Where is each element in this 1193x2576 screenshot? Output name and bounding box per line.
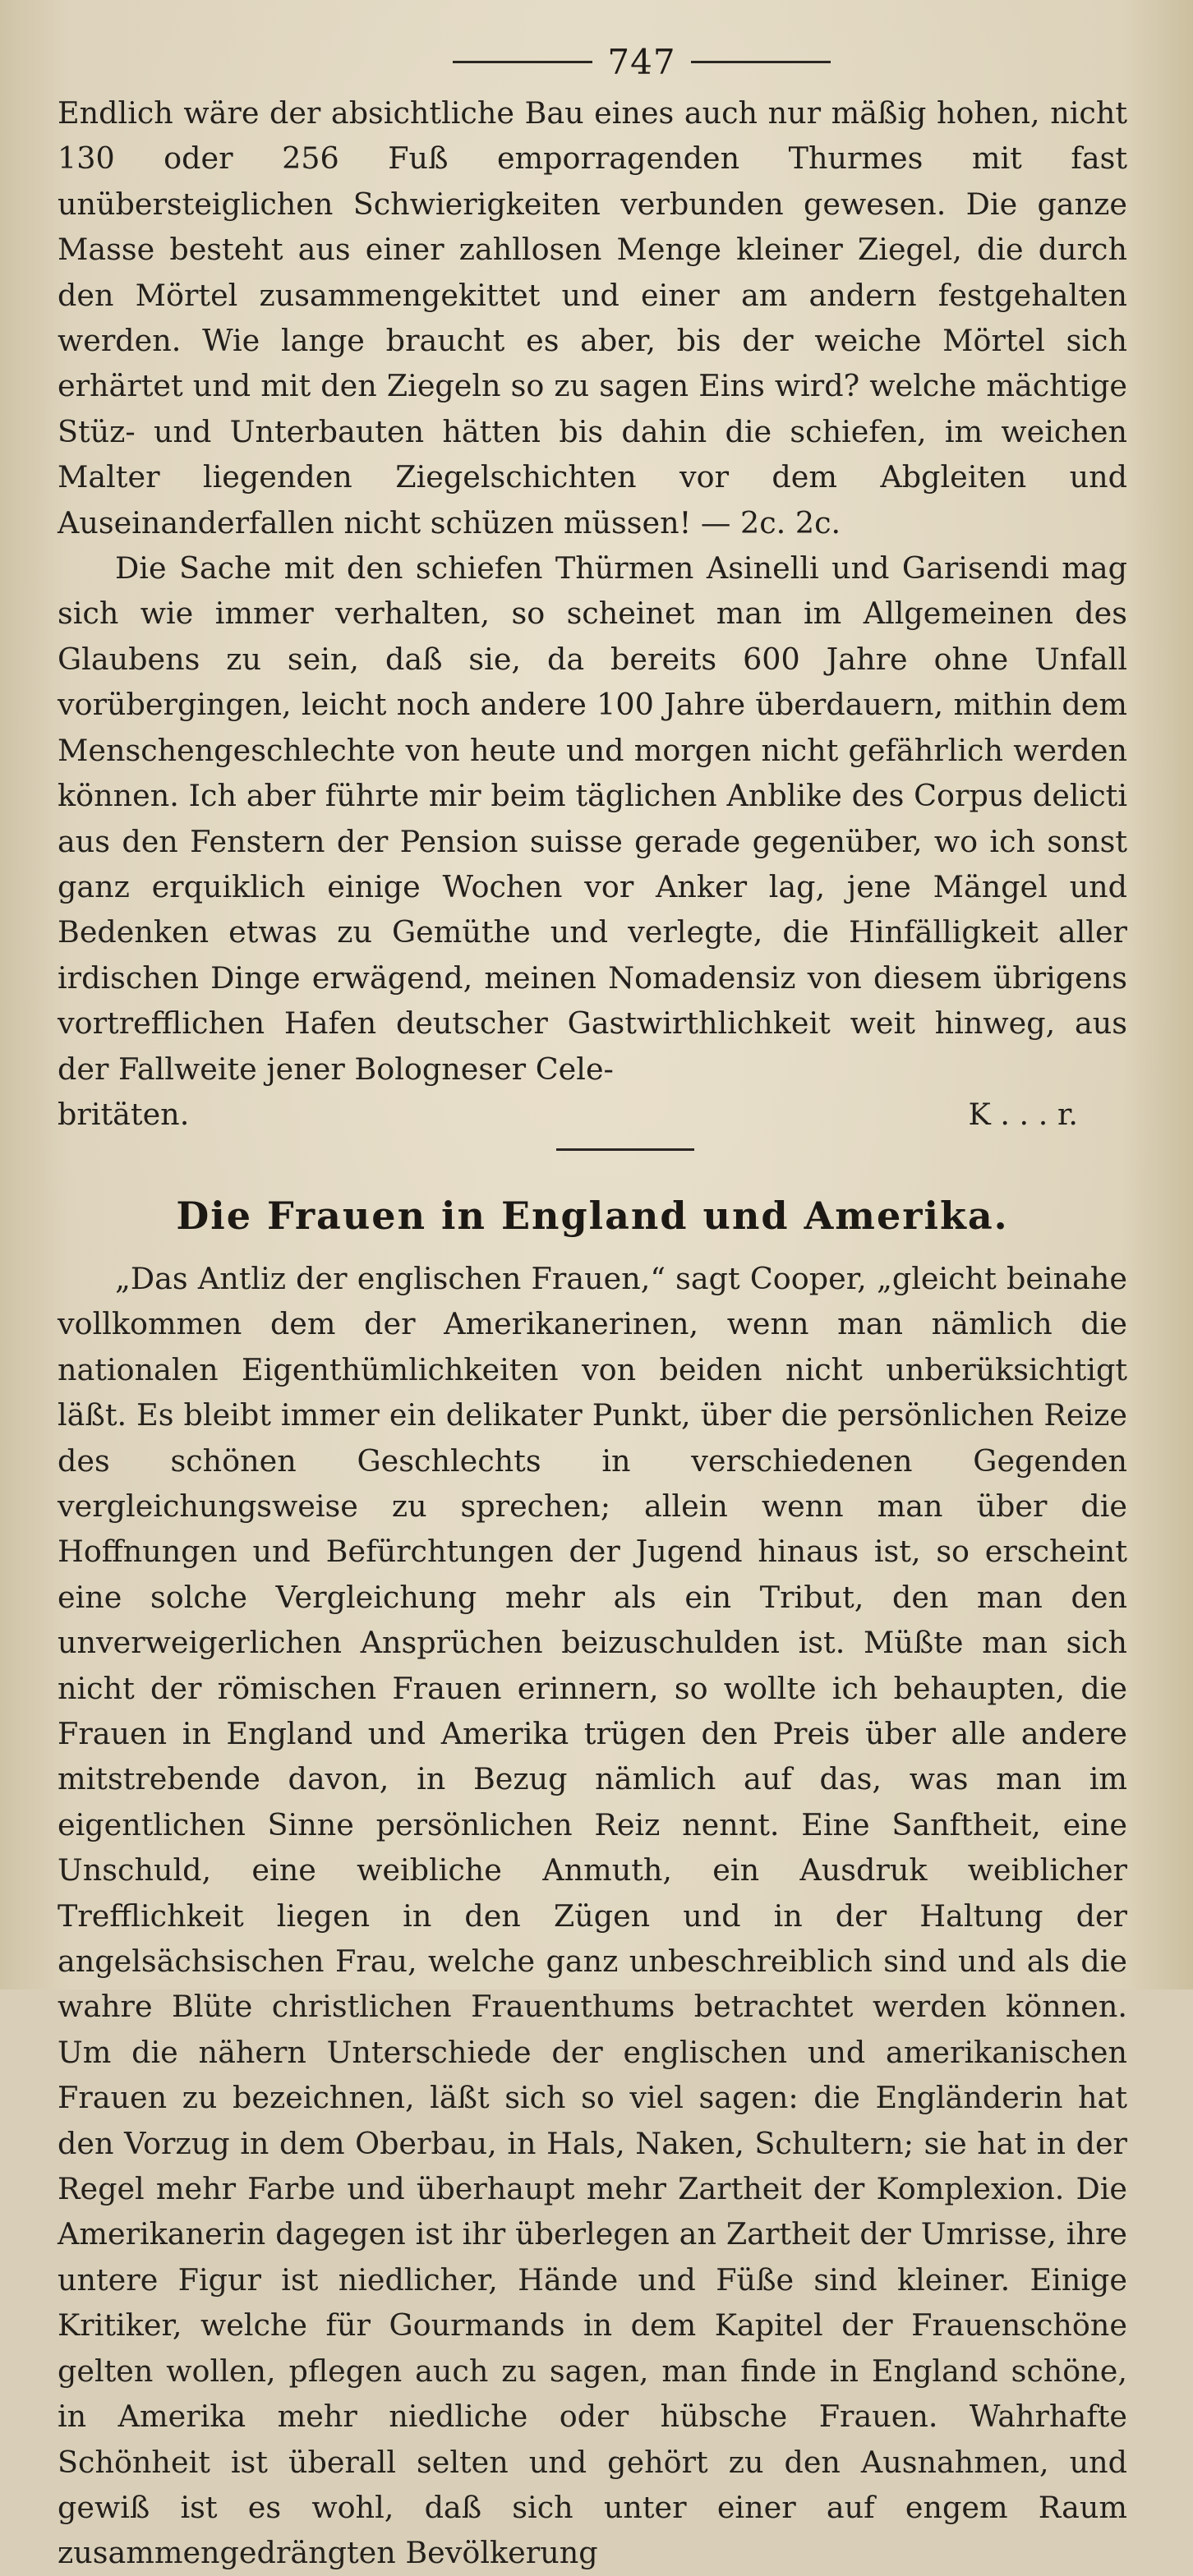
header-rule-left [453, 61, 592, 63]
article-continuation [58, 90, 1127, 1092]
paragraph: „Das Antliz der englischen Frauen,“ sagt Cooper, „gleicht beinahe vollkommen dem der Amerikanerinen, wenn man nämlich die nationalen Eigenthümlichkeiten von beiden nicht unberüksichtigt läßt. Es bleibt immer ein delikater Punkt, über die persönlichen Reize des schönen Geschlechts in verschiedenen Gegenden vergleichungsweise zu sprechen; allein wenn man über die Hoffnungen und Befürchtungen der Jugend hinaus ist, so erscheint eine solche Vergleichung mehr als ein Tribut, den man den unverweigerlichen Ansprüchen beizuschulden ist. Müßte man sich nicht der römischen Frauen erinnern, so wollte ich behaupten, die Frauen in England und Amerika trügen den Preis über alle andere mitstrebende davon, in Bezug nämlich auf das, was man im eigentlichen Sinne persönlichen Reiz nennt. Eine Sanftheit, eine Unschuld, eine weibliche Anmuth, ein Ausdruk weiblicher Trefflichkeit liegen in den Zügen und in der Haltung der angelsächsischen Frau, welche ganz unbeschreiblich sind und als die wahre Blüte christlichen Frauenthums betrachtet werden können. Um die nähern Unterschiede der englischen und amerikanischen Frauen zu bezeichnen, läßt sich so viel sagen: die Engländerin hat den Vorzug in dem Oberbau, in Hals, Naken, Schultern; sie hat in der Regel mehr Farbe und überhaupt mehr Zartheit der Komplexion. Die Amerikanerin dagegen ist ihr überlegen an Zartheit der Umrisse, ihre untere Figur ist niedlicher, Hände und Füße sind kleiner. Einige Kritiker, welche für Gourmands in dem Kapitel der Frauenschöne gelten wollen, pflegen auch zu sagen, man finde in England schöne, in Amerika mehr niedliche oder hübsche Frauen. Wahrhafte Schönheit ist überall selten und gehört zu den Ausnahmen, und gewiß ist es wohl, daß sich unter einer auf engem Raum zusammengedrängten Bevölkerung [58, 1260, 1127, 2571]
author-signature: K . . . r. [968, 1096, 1078, 1132]
page-number: 747 [607, 41, 676, 82]
section-separator [556, 1148, 694, 1151]
header-rule-right [691, 61, 831, 63]
article-closing [58, 1092, 1127, 1137]
article-body [58, 1256, 1127, 2576]
page-header [156, 33, 1127, 90]
paragraph: Die Sache mit den schiefen Thürmen Asinelli und Garisendi mag sich wie immer verhalten, so scheinet man im Allgemeinen des Glaubens zu sein, daß sie, da bereits 600 Jahre ohne Unfall vorübergingen, leicht noch andere 100 Jahre überdauern, mithin dem Menschengeschlechte von heute und morgen nicht gefährlich werden können. Ich aber führte mir beim täglichen Anblike des Corpus delicti aus den Fenstern der Pension suisse gerade gegenüber, wo ich sonst ganz erquiklich einige Wochen vor Anker lag, jene Mängel und Bedenken etwas zu Gemüthe und verlegte, die Hinfälligkeit aller irdischen Dinge erwägend, meinen Nomadensiz von diesem übrigens vortrefflichen Hafen deutscher Gastwirthlichkeit weit hinweg, aus der Fallweite jener Bologneser Cele- [58, 550, 1127, 1087]
paragraph: Endlich wäre der absichtliche Bau eines auch nur mäßig hohen, nicht 130 oder 256 Fuß emporragenden Thurmes mit fast unübersteiglichen Schwierigkeiten verbunden gewesen. Die ganze Masse besteht aus einer zahllosen Menge kleiner Ziegel, die durch den Mörtel zusammengekittet und einer am andern festgehalten werden. Wie lange braucht es aber, bis der weiche Mörtel sich erhärtet und mit den Ziegeln so zu sagen Eins wird? welche mächtige Stüz- und Unterbauten hätten bis dahin die schiefen, im weichen Malter liegenden Ziegelschichten vor dem Abgleiten und Auseinanderfallen nicht schüzen müssen! — 2c. 2c. [58, 95, 1127, 540]
section-title: Die Frauen in England und Amerika. [176, 1193, 1009, 1238]
closing-word: britäten. [58, 1096, 190, 1132]
